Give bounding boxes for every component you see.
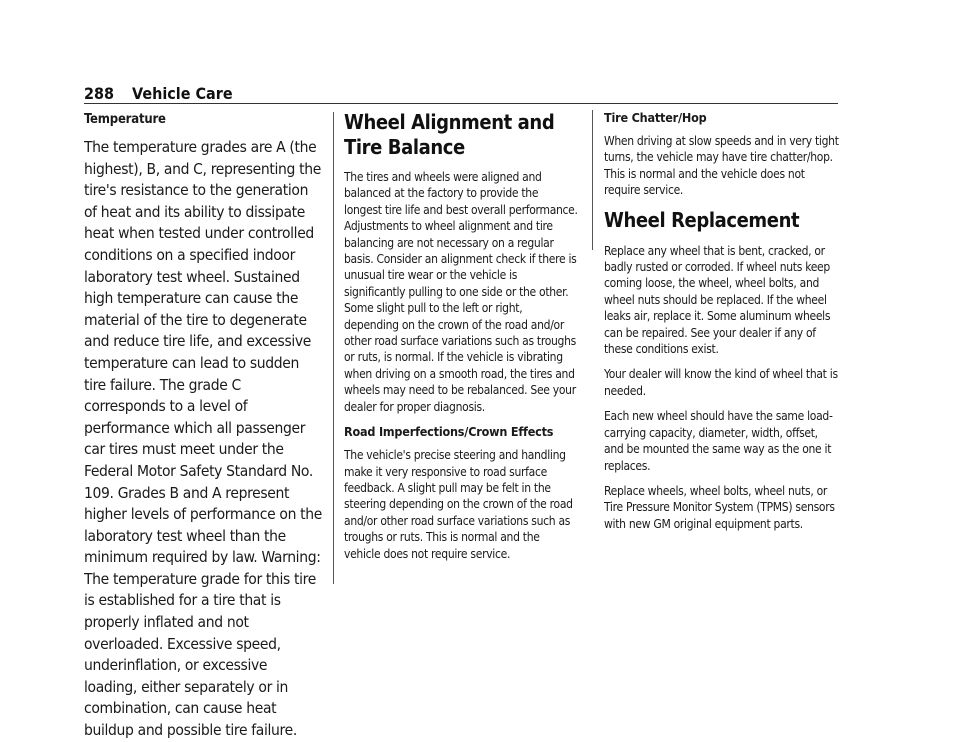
column-middle xyxy=(344,110,578,571)
header-rule xyxy=(84,103,838,104)
column-divider-left xyxy=(333,112,334,584)
paragraph-road-imperfections: The vehicle's precise steering and handling make it very responsive to road surface feedback. A slight pull may be felt in the steering depending on the crown of the road and/or other road surface variations such as troughs or ruts. This is normal and the vehicle does not require service. xyxy=(344,448,573,561)
page-number: 288 xyxy=(84,84,115,103)
paragraph-replacement-3: Each new wheel should have the same load-carrying capacity, diameter, width, offset, and be mounted the same way as the one it replaces. xyxy=(604,409,833,473)
subheading-road-imperfections: Road Imperfections/Crown Effects xyxy=(344,424,554,440)
paragraph-replacement-2: Your dealer will know the kind of wheel that is needed. xyxy=(604,367,838,398)
subheading-tire-chatter: Tire Chatter/Hop xyxy=(604,110,707,125)
column-left xyxy=(84,110,324,742)
paragraph-alignment: The tires and wheels were aligned and balanced at the factory to provide the longest tire life and best overall performance. Adjustments to wheel alignment and tire balancing are not necessary on a regular basis. Consider an alignment check if there is unusual tire wear or the vehicle is significantly pulling to one side or the other. Some slight pull to the left or right, depending on the crown of the road and/or other road surface variations such as troughs or ruts, is normal. If the vehicle is vibrating when driving on a smooth road, the tires and wheels may need to be rebalanced. See your dealer for proper diagnosis. xyxy=(344,170,578,414)
heading-wheel-alignment: Wheel Alignment and Tire Balance xyxy=(344,110,555,159)
paragraph-replacement-1: Replace any wheel that is bent, cracked, or badly rusted or corroded. If wheel nuts keep coming loose, the wheel, wheel bolts, and wheel nuts should be replaced. If the wheel leaks air, replace it. Some aluminum wheels can be repaired. See your dealer if any of these conditions exist. xyxy=(604,243,831,357)
column-right xyxy=(604,110,840,541)
page-header xyxy=(84,84,233,103)
column-divider-right xyxy=(592,110,593,250)
paragraph-replacement-4: Replace wheels, wheel bolts, wheel nuts, or Tire Pressure Monitor System (TPMS) sensors with new GM original equipment parts. xyxy=(604,483,835,531)
section-title: Vehicle Care xyxy=(132,84,233,103)
paragraph-temperature: The temperature grades are A (the highest), B, and C, representing the tire's resistance to the generation of heat and its ability to dissipate heat when tested under controlled conditions on a specified indoor laboratory test wheel. Sustained high temperature can cause the material of the tire to degenerate and reduce tire life, and excessive temperature can lead to sudden tire failure. The grade C corresponds to a level of performance which all passenger car tires must meet under the Federal Motor Safety Standard No. 109. Grades B and A represent higher levels of performance on the laboratory test wheel than the minimum required by law. Warning: The temperature grade for this tire is established for a tire that is properly inflated and not overloaded. Excessive speed, underinflation, or excessive loading, either separately or in combination, can cause heat buildup and possible tire failure. xyxy=(84,138,323,740)
heading-wheel-replacement: Wheel Replacement xyxy=(604,207,800,232)
subheading-temperature: Temperature xyxy=(84,112,166,127)
paragraph-tire-chatter: When driving at slow speeds and in very tight turns, the vehicle may have tire chatter/hop. This is normal and the vehicle does not require service. xyxy=(604,134,839,198)
